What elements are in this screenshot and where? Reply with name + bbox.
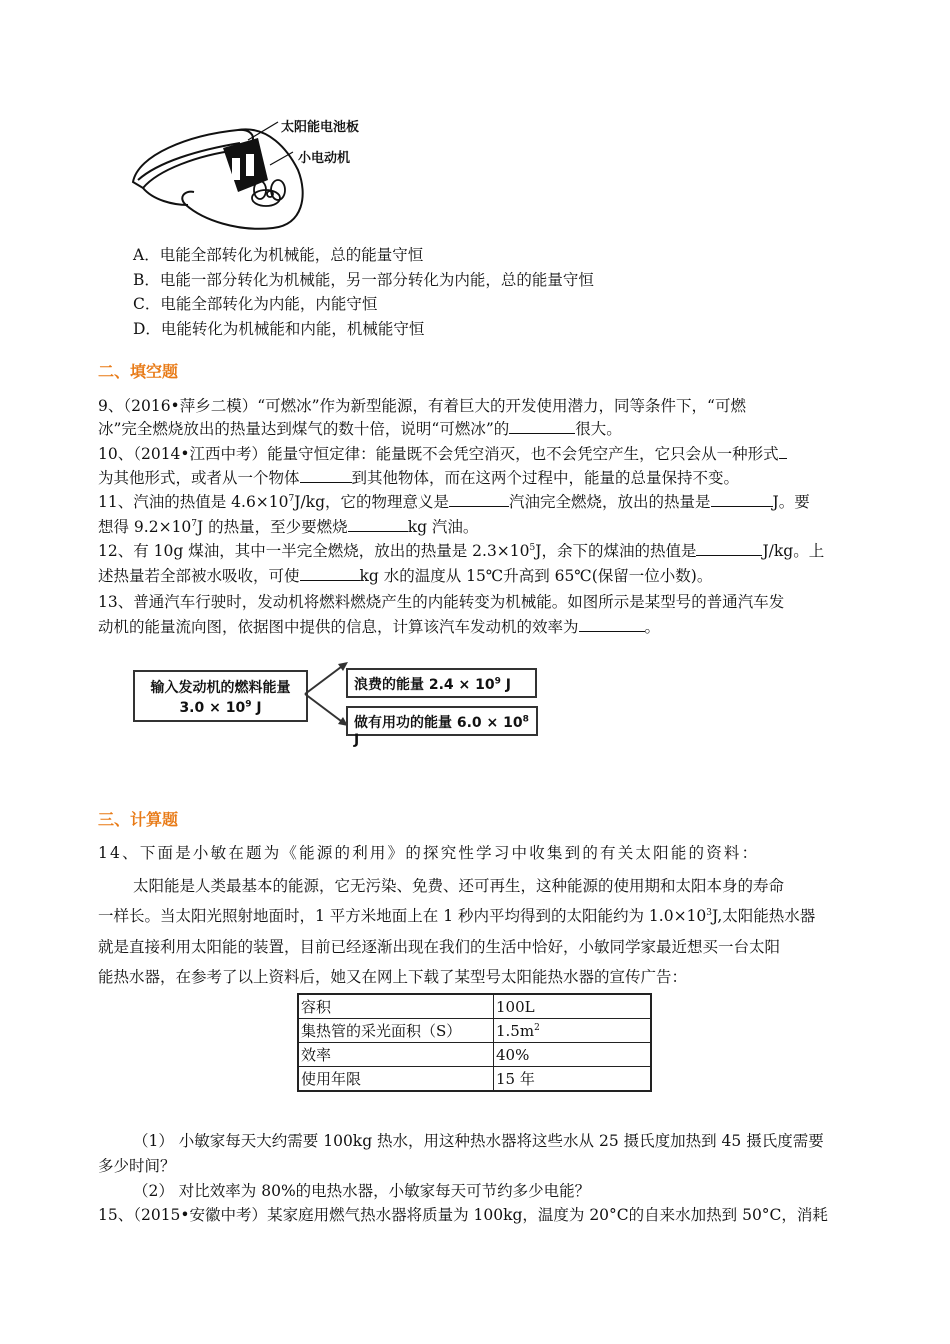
section-fill-in-title: 二、填空题 [98,362,179,381]
table-cell-key: 使用年限 [298,1067,494,1092]
q9-line2 [98,419,622,439]
q14-paragraph-line2 [98,906,815,926]
q15-line1: 15、（2015•安徽中考）某家庭用燃气热水器将质量为 100kg，温度为 20°C的自来水加热到 50°C，消耗 [98,1206,828,1224]
q10-line1 [98,444,787,464]
q9-blank [509,419,575,434]
q11-blank-3 [348,517,408,532]
table-cell-value: $1.5m^2$ [494,1019,652,1043]
flow-useful-exp: 8 [522,714,529,725]
q10-text: 10、（2014•江西中考）能量守恒定律：能量既不会凭空消灭，也不会凭空产生，它只会从一种形式 [98,445,779,463]
table-cell-key: 效率 [298,1043,494,1067]
q11-text-e: 想得 9.2×10 [98,518,192,536]
q12-text-c: J/kg。上 [762,542,825,560]
q12-text-d: 述热量若全部被水吸收，可使 [98,567,300,585]
q14-text-a: 一样长。当太阳光照射地面时，1 平方米地面上在 1 秒内平均得到的太阳能约为 1.0×10 [98,907,707,925]
q13-blank [579,617,645,632]
q12-text-a: 12、有 10g 煤油，其中一半完全燃烧，放出的热量是 2.3×10 [98,542,530,560]
q9-text-b: 很大。 [575,420,622,438]
section-calculation-title: 三、计算题 [98,810,179,829]
q14-sub2: （2） 对比效率为 80%的电热水器，小敏家每天可节约多少电能？ [133,1182,591,1200]
table-row [298,1019,651,1043]
option-b: B．电能一部分转化为机械能，另一部分转化为内能，总的能量守恒 [133,271,594,289]
q14-paragraph-line1: 太阳能是人类最基本的能源，它无污染、免费、还可再生，这种能源的使用期和太阳本身的寿命 [133,877,785,895]
q11-exp-1: 7 [288,493,295,504]
flow-waste-label: 浪费的能量 2.4 × 10 [354,677,495,693]
q11-blank-2 [711,492,773,507]
table-row [298,1043,651,1067]
q11-exp-2: 7 [191,518,198,529]
table-cell-value: 100L [494,994,652,1019]
q13-line1: 13、普通汽车行驶时，发动机将燃料燃烧产生的内能转变为机械能。如图所示是某型号的普通汽车发 [98,593,785,611]
flow-input-value: $3.0 \times 10^9$ J [179,699,262,716]
q11-line1 [98,492,810,512]
q11-text-a: 11、汽油的热值是 4.6×10 [98,493,289,511]
q11-blank-1 [449,492,509,507]
q14-exp: 3 [706,907,713,918]
q14-paragraph-line4: 能热水器，在参考了以上资料后，她又在网上下载了某型号太阳能热水器的宣传广告： [98,968,688,986]
q11-line2 [98,517,478,537]
q13-text-a: 动机的能量流向图，依据图中提供的信息，计算该汽车发动机的效率为 [98,618,579,636]
flow-waste-exp: 9 [494,676,501,687]
q12-exp-1: 5 [529,542,536,553]
flow-useful-label: 做有用功的能量 6.0 × 10 [354,715,523,731]
q13-line2 [98,617,660,637]
q9-line1: 9、（2016•萍乡二模）“可燃冰”作为新型能源，有着巨大的开发使用潜力，同等条件下，“可燃 [98,397,746,415]
heater-spec-table [297,993,652,1092]
label-small-motor: 小电动机 [298,151,351,166]
table-cell-value: 15 年 [494,1067,652,1092]
table-row [298,1067,651,1092]
table-cell-key: 集热管的采光面积（S） [298,1019,494,1043]
q12-text-e: kg 水的温度从 15℃升高到 65℃(保留一位小数)。 [359,567,713,585]
q12-line1 [98,541,824,561]
flow-useful-box [346,706,538,748]
q14-paragraph-line3: 就是直接利用太阳能的装置，目前已经逐渐出现在我们的生活中恰好，小敏同学家最近想买一台太阳 [98,938,781,956]
q11-text-g: kg 汽油。 [407,518,479,536]
option-a: A．电能全部转化为机械能，总的能量守恒 [133,246,424,264]
table-cell-key: 容积 [298,994,494,1019]
q11-text-d: J。要 [772,493,810,511]
q12-blank-1 [696,541,762,556]
q10-line2 [98,468,739,488]
q14-text-b: J,太阳能热水器 [712,907,816,925]
q13-text-b: 。 [644,618,661,636]
q10-blank-2 [300,468,352,483]
q12-text-b: J，余下的煤油的热值是 [535,542,697,560]
option-c: C．电能全部转化为内能，内能守恒 [133,295,378,313]
q11-text-b: J/kg，它的物理意义是 [294,493,450,511]
q14-sub1-line1: （1） 小敏家每天大约需要 100kg 热水，用这种热水器将这些水从 25 摄氏度加热到 45 摄氏度需要 [133,1132,824,1150]
q12-line2 [98,566,712,586]
table-row [298,994,651,1019]
q12-blank-2 [300,566,360,581]
q9-text-a: 冰”完全燃烧放出的热量达到煤气的数十倍，说明“可燃冰”的 [98,420,510,438]
q14-intro: 14、下面是小敏在题为《能源的利用》的探究性学习中收集到的有关太阳能的资料： [98,844,760,862]
label-solar-panel: 太阳能电池板 [281,120,360,135]
q11-text-c: 汽油完全燃烧，放出的热量是 [509,493,711,511]
q14-sub1-line2: 多少时间？ [98,1157,176,1175]
flow-useful-unit: J [354,732,360,748]
flow-waste-box [346,668,537,698]
table-cell-value: 40% [494,1043,652,1067]
q10-text-b: 到其他物体，而在这两个过程中，能量的总量保持不变。 [351,469,740,487]
q10-blank-1 [779,444,787,459]
flow-waste-unit: J [500,677,511,693]
flow-input-label: 输入发动机的燃料能量 [150,680,291,696]
option-d: D．电能转化为机械能和内能，机械能守恒 [133,320,425,338]
q10-text-a: 为其他形式，或者从一个物体 [98,469,300,487]
flow-input-box [133,670,308,722]
q11-text-f: J 的热量，至少要燃烧 [197,518,348,536]
